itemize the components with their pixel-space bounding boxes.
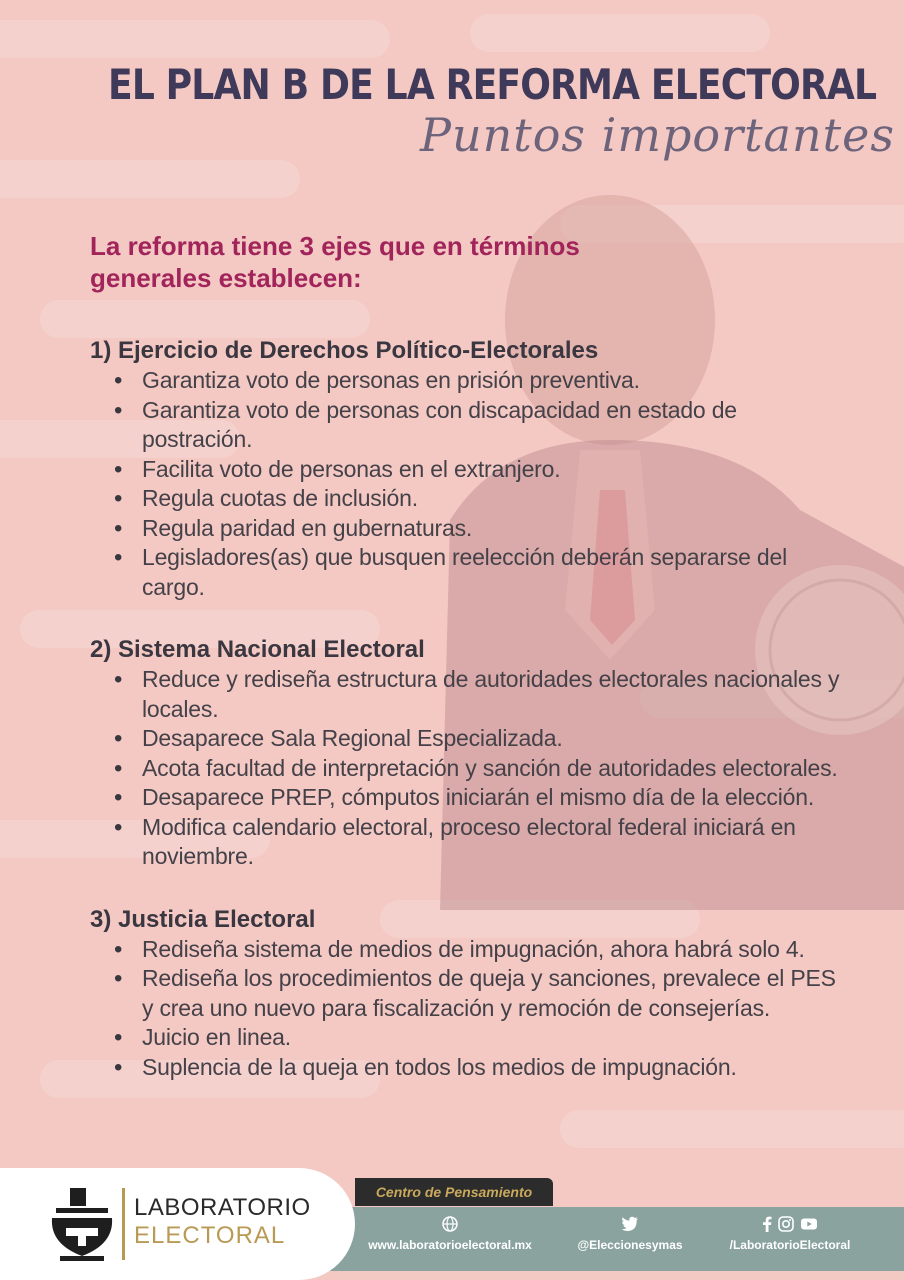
list-item: • Rediseña los procedimientos de queja y sanciones, prevalece el PES y crea uno nuevo para fiscalización y remoción de consejerías. [142, 964, 850, 1023]
list-item: • Facilita voto de personas en el extranjero. [142, 455, 850, 485]
section-sistema-nacional [90, 635, 850, 872]
section-title: 1) Ejercicio de Derechos Político-Electorales [90, 337, 599, 364]
social-contact[interactable] [720, 1216, 860, 1252]
facebook-icon [762, 1216, 772, 1232]
list-item: • Reduce y rediseña estructura de autoridades electorales nacionales y locales. [142, 665, 850, 724]
bullet-list [90, 665, 850, 872]
page-subtitle: Puntos importantes [420, 108, 895, 162]
intro-text: La reforma tiene 3 ejes que en términos generales establecen: [90, 231, 580, 293]
list-item: • Regula paridad en gubernaturas. [142, 514, 850, 544]
logo-text-laboratorio: LABORATORIO [134, 1194, 311, 1221]
website-contact[interactable] [360, 1216, 540, 1252]
twitter-icon [621, 1216, 639, 1232]
logo-divider [122, 1188, 125, 1260]
sections-list [90, 336, 850, 1115]
list-item: • Rediseña sistema de medios de impugnación, ahora habrá solo 4. [142, 935, 850, 965]
twitter-contact[interactable] [565, 1216, 695, 1252]
bullet-list [90, 935, 850, 1083]
tagline-text: Centro de Pensamiento [375, 1184, 533, 1200]
globe-icon [442, 1216, 458, 1232]
logo-text-electoral: ELECTORAL [134, 1222, 286, 1249]
section-justicia [90, 905, 850, 1083]
instagram-icon [778, 1216, 794, 1232]
section-derechos [90, 336, 850, 602]
list-item: • Garantiza voto de personas en prisión preventiva. [142, 366, 850, 396]
tagline-badge [355, 1178, 553, 1206]
page-title: EL PLAN B DE LA REFORMA ELECTORAL [108, 60, 877, 109]
list-item: • Desaparece Sala Regional Especializada. [142, 724, 850, 754]
social-handle[interactable]: /LaboratorioElectoral [729, 1238, 851, 1252]
list-item: • Juicio en linea. [142, 1023, 850, 1053]
section-title: 3) Justicia Electoral [90, 905, 316, 933]
list-item: • Garantiza voto de personas con discapacidad en estado de postración. [142, 396, 850, 455]
twitter-handle[interactable]: @Eleccionesymas [577, 1238, 683, 1252]
list-item: • Acota facultad de interpretación y sanción de autoridades electorales. [142, 754, 850, 784]
website-link[interactable]: www.laboratorioelectoral.mx [368, 1238, 532, 1252]
list-item: • Legisladores(as) que busquen reelección deberán separarse del cargo. [142, 543, 850, 602]
section-title: 2) Sistema Nacional Electoral [90, 636, 425, 663]
youtube-icon [800, 1216, 818, 1232]
social-icons [720, 1216, 860, 1232]
list-item: • Desaparece PREP, cómputos iniciarán el mismo día de la elección. [142, 783, 850, 813]
list-item: • Modifica calendario electoral, proceso electoral federal iniciará en noviembre. [142, 813, 850, 872]
ballot-box-logo-icon [48, 1184, 116, 1262]
list-item: • Suplencia de la queja en todos los medios de impugnación. [142, 1053, 850, 1083]
bullet-list [90, 366, 850, 602]
list-item: • Regula cuotas de inclusión. [142, 484, 850, 514]
